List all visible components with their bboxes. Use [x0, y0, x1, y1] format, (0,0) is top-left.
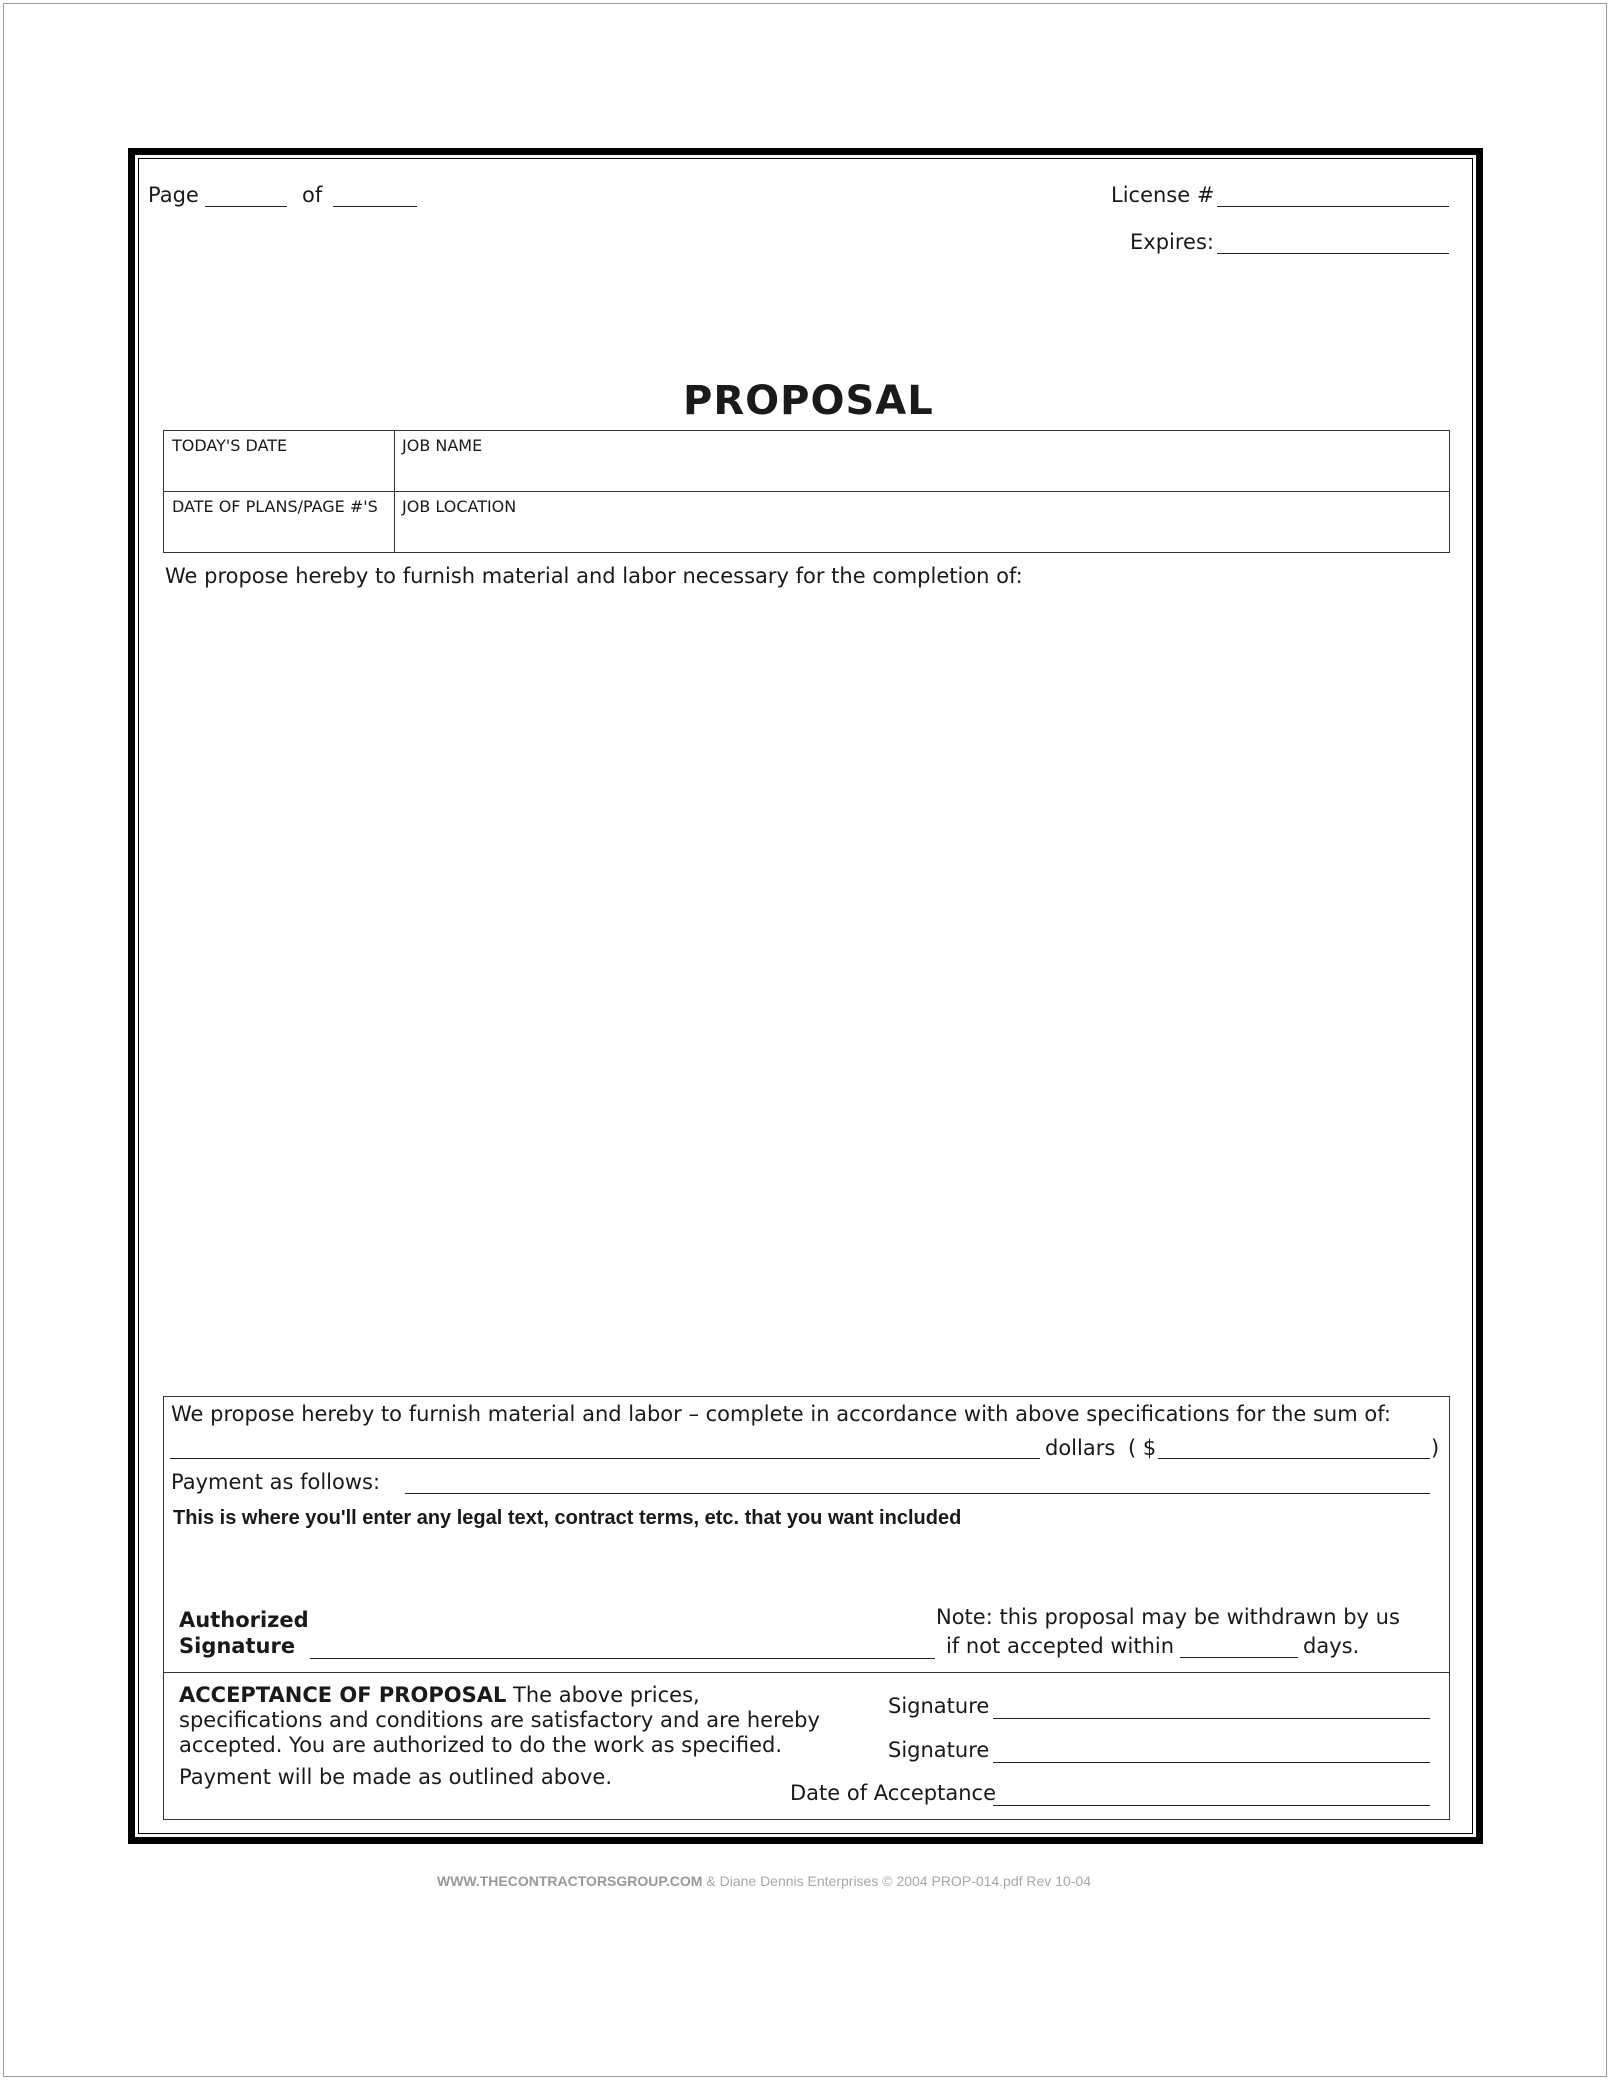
scope-intro: We propose hereby to furnish material and labor necessary for the completion of:	[165, 564, 1023, 588]
withdraw-days-field[interactable]	[1180, 1657, 1298, 1658]
job-name-label: JOB NAME	[402, 436, 483, 455]
footer-copyright: & Diane Dennis Enterprises © 2004 PROP-014.pdf Rev 10-04	[702, 1873, 1092, 1889]
scope-description-area[interactable]	[165, 596, 1450, 1381]
expires-field[interactable]	[1217, 253, 1449, 254]
page-number-field[interactable]	[205, 206, 287, 207]
sum-intro: We propose hereby to furnish material and labor – complete in accordance with above specifications for the sum of:	[171, 1402, 1391, 1426]
note-line2-suffix: days.	[1303, 1634, 1360, 1658]
signature1-field[interactable]	[993, 1718, 1430, 1719]
page-total-field[interactable]	[333, 206, 417, 207]
dollar-paren-close: )	[1431, 1436, 1440, 1460]
date-of-acceptance-label: Date of Acceptance	[790, 1781, 997, 1805]
page-label: Page	[148, 183, 199, 207]
sum-amount-field[interactable]	[1158, 1458, 1430, 1459]
note-line1: Note: this proposal may be withdrawn by us	[936, 1605, 1400, 1629]
legal-text: This is where you'll enter any legal text, contract terms, etc. that you want included	[173, 1507, 962, 1529]
date-of-acceptance-field[interactable]	[993, 1805, 1430, 1806]
acceptance-text-line3: accepted. You are authorized to do the work as specified.	[179, 1733, 782, 1757]
acceptance-text-line1: The above prices,	[513, 1683, 700, 1707]
dollar-paren-open: ( $	[1128, 1436, 1157, 1460]
job-location-label: JOB LOCATION	[402, 497, 517, 516]
authorized-label-line1: Authorized	[179, 1608, 309, 1632]
signature2-label: Signature	[888, 1738, 990, 1762]
dollars-label: dollars	[1045, 1436, 1116, 1460]
license-field[interactable]	[1217, 206, 1449, 207]
date-of-plans-label: DATE OF PLANS/PAGE #'S	[172, 497, 378, 516]
todays-date-label: TODAY'S DATE	[172, 436, 288, 455]
authorized-label-line2: Signature	[179, 1634, 296, 1658]
authorized-signature-field[interactable]	[310, 1658, 935, 1659]
acceptance-heading: ACCEPTANCE OF PROPOSAL	[179, 1683, 507, 1707]
footer-credit	[437, 1873, 1091, 1889]
sum-words-field[interactable]	[170, 1458, 1040, 1459]
footer-url[interactable]: WWW.THECONTRACTORSGROUP.COM	[437, 1873, 703, 1889]
signature2-field[interactable]	[993, 1762, 1430, 1763]
payment-terms-field[interactable]	[405, 1493, 1430, 1494]
info-table-row-divider	[163, 491, 1450, 492]
terms-box-divider	[163, 1672, 1450, 1673]
of-label: of	[302, 183, 323, 207]
expires-label: Expires:	[1130, 230, 1214, 254]
signature1-label: Signature	[888, 1694, 990, 1718]
acceptance-text-line2: specifications and conditions are satisfactory and are hereby	[179, 1708, 820, 1732]
payment-label: Payment as follows:	[171, 1470, 381, 1494]
note-line2-prefix: if not accepted within	[946, 1634, 1175, 1658]
license-label: License #	[1111, 183, 1215, 207]
page-title: PROPOSAL	[683, 378, 934, 424]
acceptance-text-line4: Payment will be made as outlined above.	[179, 1765, 612, 1789]
